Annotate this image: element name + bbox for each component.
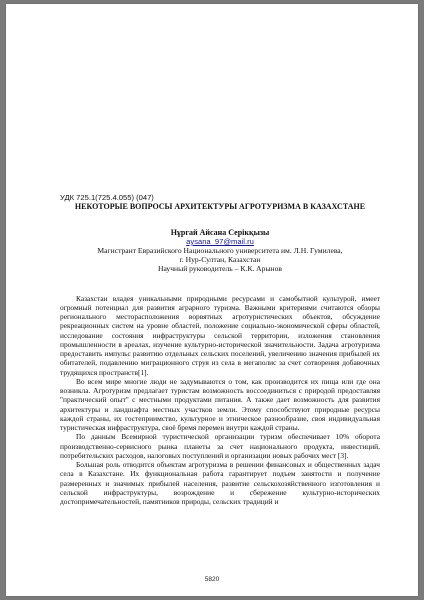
supervisor-line: Научный руководитель – К.К. Арынов: [157, 264, 283, 274]
author-name: Нұргай Айсана Серікқызы: [170, 228, 270, 237]
paragraph: Казахстан владея уникальными природными ресурсами и самобытной культурой, имеет огромный потенциал для развития аграрного туризма. Важными критериями считаются обзоры регионального месторасположения ворвятных агротуристических объектов, обсуждение рекреационных систем на уровне областей, положение социально-экономической сферы областей, исследование состояния инфраструктуры сельской территории, изложения становления промышленности в ареалах, изучение культурно-исторической значительности. Задача агротуризма предоставить импульс развитию отдельных сельских поселений, увеличению значения прибылей их обитателей, подавлению миграционного струя из села в мегаполис за счет сотворения добавочных трудящихся пространств[1].: [60, 293, 380, 377]
email-link[interactable]: aysana_97@mail.ru: [186, 237, 254, 246]
paragraph: По данным Всемирной туристической организации туризм обеспечивает 10% оборота производственно-сервисного рынка планеты за счет национального продукта, инвестиций, потребительских расходов, налоговых поступлений и организации новых рабочих мест [3].: [60, 432, 380, 460]
article-body: [60, 294, 380, 507]
article-title: НЕКОТОРЫЕ ВОПРОСЫ АРХИТЕКТУРЫ АГРОТУРИЗМА В КАЗАХСТАНЕ: [74, 202, 366, 211]
page-number: 5820: [204, 576, 220, 583]
affiliation-city: г. Нур-Султан, Казахстан: [179, 255, 261, 265]
affiliation-line: Магистрант Евразийского Национального университета им. Л.Н. Гумилева,: [97, 246, 343, 255]
article-content: [60, 193, 380, 506]
author-email: [60, 237, 380, 246]
udc-code: УДК 725.1(725.4.055) (047): [60, 193, 154, 202]
paragraph: Во всем мире многие люди не задумываются о том, как производится их пища или где она возникла. Агротуризм предлагает туристам возможность воссоединиться с природой предоставляя "практический опыт" с местными продуктами питания. А также дает возможность для развития архитектуры и ландшафта местных участков земли. Этому способствуют природные ресурсы каждой страны, их гостеприимство, культурное и этническое разнообразие, своя индивидуальная туристическая инфраструктура, своё бремя перемен внутри каждой страны.: [60, 376, 380, 433]
document-page: [6, 4, 418, 596]
paragraph: Большая роль отводится объектам агротуризма в решении финансовых и общественных задач села в Казахстане. Их функциональная работа гарантирует подъем занятости и получение размеренных и значимых прибылей населения, развитие сельскохозяйственного изготовления и сельской инфраструктуры, возрождение и сбережение культурно-исторических достопримечательностей, памятников природы, сельских традиций и: [60, 460, 380, 507]
